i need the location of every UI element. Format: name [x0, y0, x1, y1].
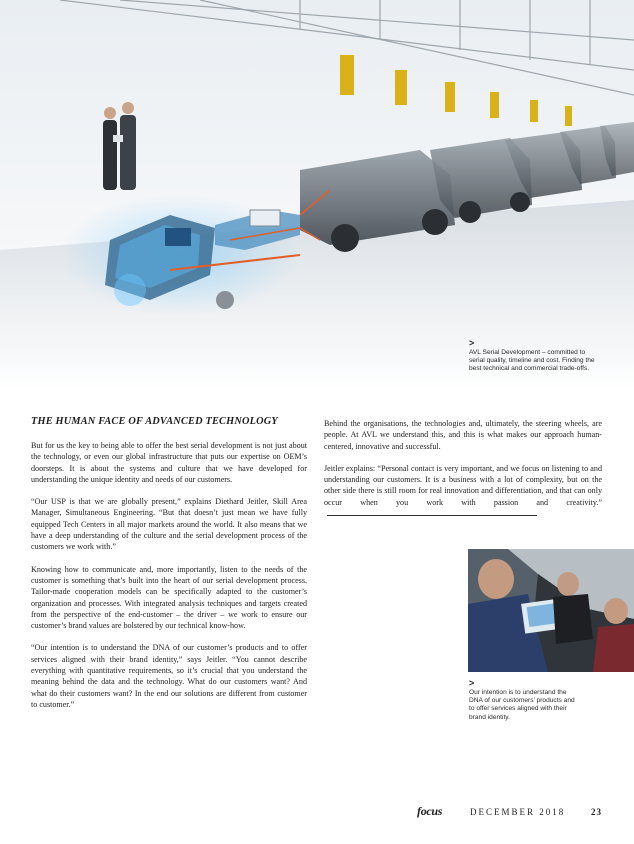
article-heading: THE HUMAN FACE OF ADVANCED TECHNOLOGY [31, 416, 278, 427]
article-right-column [324, 418, 602, 530]
engineers-at-car-illustration [468, 549, 634, 672]
page-number: 23 [591, 807, 602, 817]
divider-rule [327, 515, 537, 516]
magazine-logo: focus [417, 804, 443, 818]
engineers-figures [103, 102, 136, 190]
paragraph: Behind the organisations, the technologies and, ultimately, the steering wheels, are people. At AVL we understand this, and this is what makes our approach human-centered, innovative and successful. [324, 419, 602, 451]
paragraph [324, 463, 602, 519]
hero-caption [469, 339, 599, 374]
paragraph: “Our intention is to understand the DNA of our customer’s products and to offer services aligned with their brand identity,” says Jeitler. “You cannot describe everything with quantitative requirements, so it’s crucial that you understand the meaning behind the data and the technology. What do our customers want? And what do their customers want? In the end our solutions are different from customer to customer.” [31, 643, 307, 709]
hero-photo [0, 0, 634, 392]
paragraph-text: Jeitler explains: “Personal contact is very important, and we focus on listening to and understanding our customers. It is a business with a lot of complexity, but on the other side there is still room for real innovation and differentiation, and that can only occur when you work with passion and creativity.” [324, 463, 602, 507]
paragraph: But for us the key to being able to offer the best serial development is not just about the technology, or even our global infrastructure that puts our expertise on OEM’s doorsteps. It is about the systems and culture that we have developed for understanding the unique identity and needs of our customers. [31, 441, 307, 484]
paragraph: Knowing how to communicate and, more importantly, listen to the needs of the customer is something that’s built into the heart of our serial development process. Tailor-made cooperation models can be specifically adapted to the customer’s organization and processes. With integrated analysis techniques and targets created from the perspective of the end-customer – the driver – we work to ensure our customer’s brand values are bolstered by our technical know-how. [31, 564, 307, 631]
caption-arrow-icon: > [469, 678, 475, 688]
article-left-column [31, 415, 307, 721]
photo2-caption-text: Our intention is to understand the DNA of our customers’ products and to offer services aligned with their brand identity. [469, 689, 575, 721]
hero-caption-text: AVL Serial Development – committed to serial quality, timeline and cost. Finding the best technical and commercial trade-offs. [469, 349, 595, 373]
paragraph: “Our USP is that we are globally present,” explains Diethard Jeitler, Skill Area Manager, Simultaneous Engineering. “But that doesn’t just mean we have fully equipped Tech Centers in all major markets around the world. It also means that we have a deep understanding of the culture and the serial development process of the customers we work with.” [31, 497, 307, 552]
issue-date: DECEMBER 2018 [470, 807, 566, 817]
engineers-photo [468, 549, 634, 672]
photo2-caption [469, 679, 579, 722]
assembly-line-illustration [0, 0, 634, 392]
caption-arrow-icon: > [469, 338, 475, 348]
